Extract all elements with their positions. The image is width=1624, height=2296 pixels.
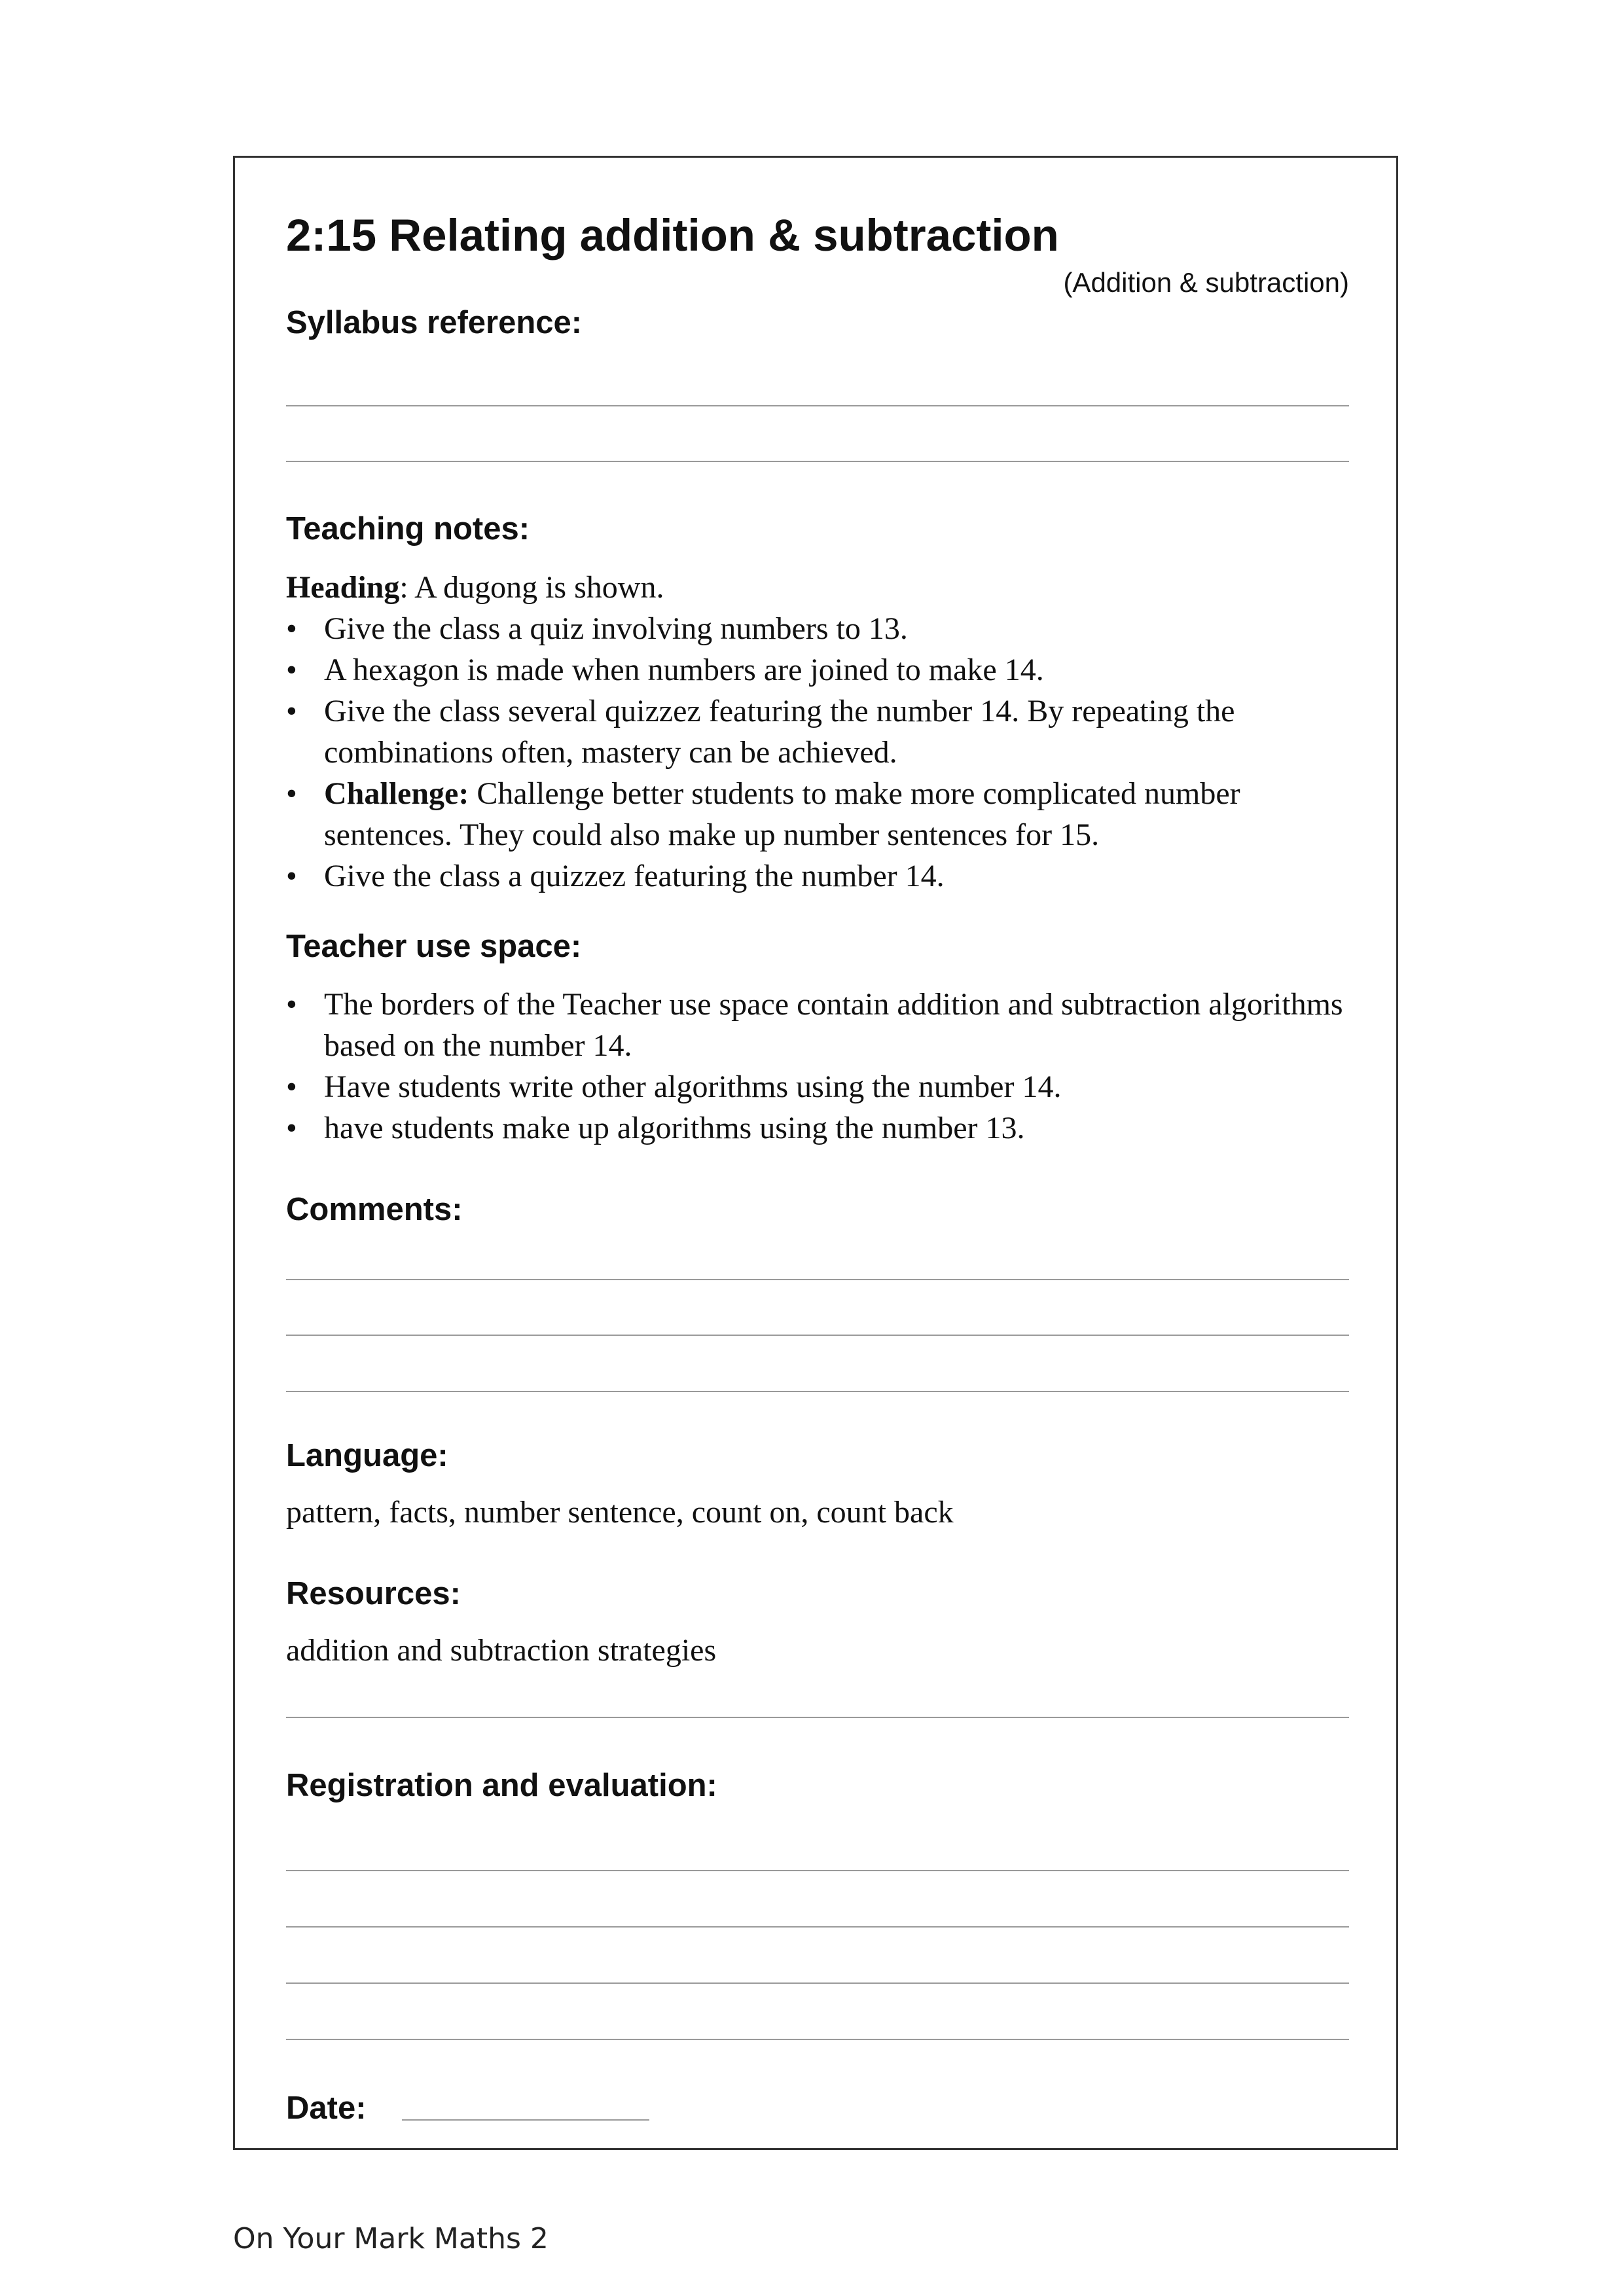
- list-item: • A hexagon is made when numbers are joined to make 14.: [286, 653, 1044, 687]
- registration-line-4: [286, 2039, 1349, 2040]
- intro-text: : A dugong is shown.: [399, 570, 664, 605]
- language-text: pattern, facts, number sentence, count on, count back: [286, 1495, 954, 1530]
- list-item: • Have students write other algorithms using the number 14.: [286, 1069, 1062, 1104]
- registration-line-1: [286, 1870, 1349, 1871]
- topic-label: (Addition & subtraction): [1063, 267, 1349, 298]
- teaching-notes-heading: Teaching notes:: [286, 511, 530, 547]
- list-item: • The borders of the Teacher use space contain addition and subtraction algorithms based on the number 14.: [286, 987, 1343, 1063]
- syllabus-heading: Syllabus reference:: [286, 305, 583, 340]
- registration-line-2: [286, 1926, 1349, 1928]
- comments-line-3: [286, 1391, 1349, 1392]
- page-title: 2:15 Relating addition & subtraction: [286, 210, 1059, 260]
- list-item: • Give the class a quiz involving numbers to 13.: [286, 611, 908, 646]
- list-item: • Challenge: Challenge better students to make more complicated number sentences. They could also make up number sentences for 15.: [286, 776, 1240, 852]
- teacher-use-heading: Teacher use space:: [286, 929, 582, 964]
- registration-heading: Registration and evaluation:: [286, 1768, 717, 1803]
- registration-line-3: [286, 1982, 1349, 1984]
- footer-text: On Your Mark Maths 2: [233, 2222, 549, 2255]
- comments-heading: Comments:: [286, 1192, 463, 1227]
- syllabus-line-2: [286, 461, 1349, 462]
- language-heading: Language:: [286, 1438, 448, 1473]
- intro-bold: Heading: [286, 570, 400, 605]
- teaching-notes-body: [286, 567, 1349, 897]
- teaching-notes-list: [286, 608, 1349, 897]
- list-item: • Give the class a quizzez featuring the number 14.: [286, 859, 945, 893]
- comments-line-2: [286, 1335, 1349, 1336]
- syllabus-line-1: [286, 405, 1349, 406]
- teaching-notes-intro: [286, 567, 1349, 608]
- list-item: • Give the class several quizzez featuring the number 14. By repeating the combinations often, mastery can be achieved.: [286, 694, 1235, 770]
- resources-text: addition and subtraction strategies: [286, 1633, 717, 1668]
- list-item: • have students make up algorithms using the number 13.: [286, 1111, 1025, 1145]
- date-field-line: [402, 2119, 649, 2121]
- resources-line: [286, 1717, 1349, 1718]
- teacher-use-body: [286, 984, 1349, 1149]
- comments-line-1: [286, 1279, 1349, 1280]
- date-label: Date:: [286, 2090, 367, 2126]
- teacher-use-list: [286, 984, 1349, 1149]
- resources-heading: Resources:: [286, 1576, 461, 1611]
- page-frame: [233, 156, 1398, 2150]
